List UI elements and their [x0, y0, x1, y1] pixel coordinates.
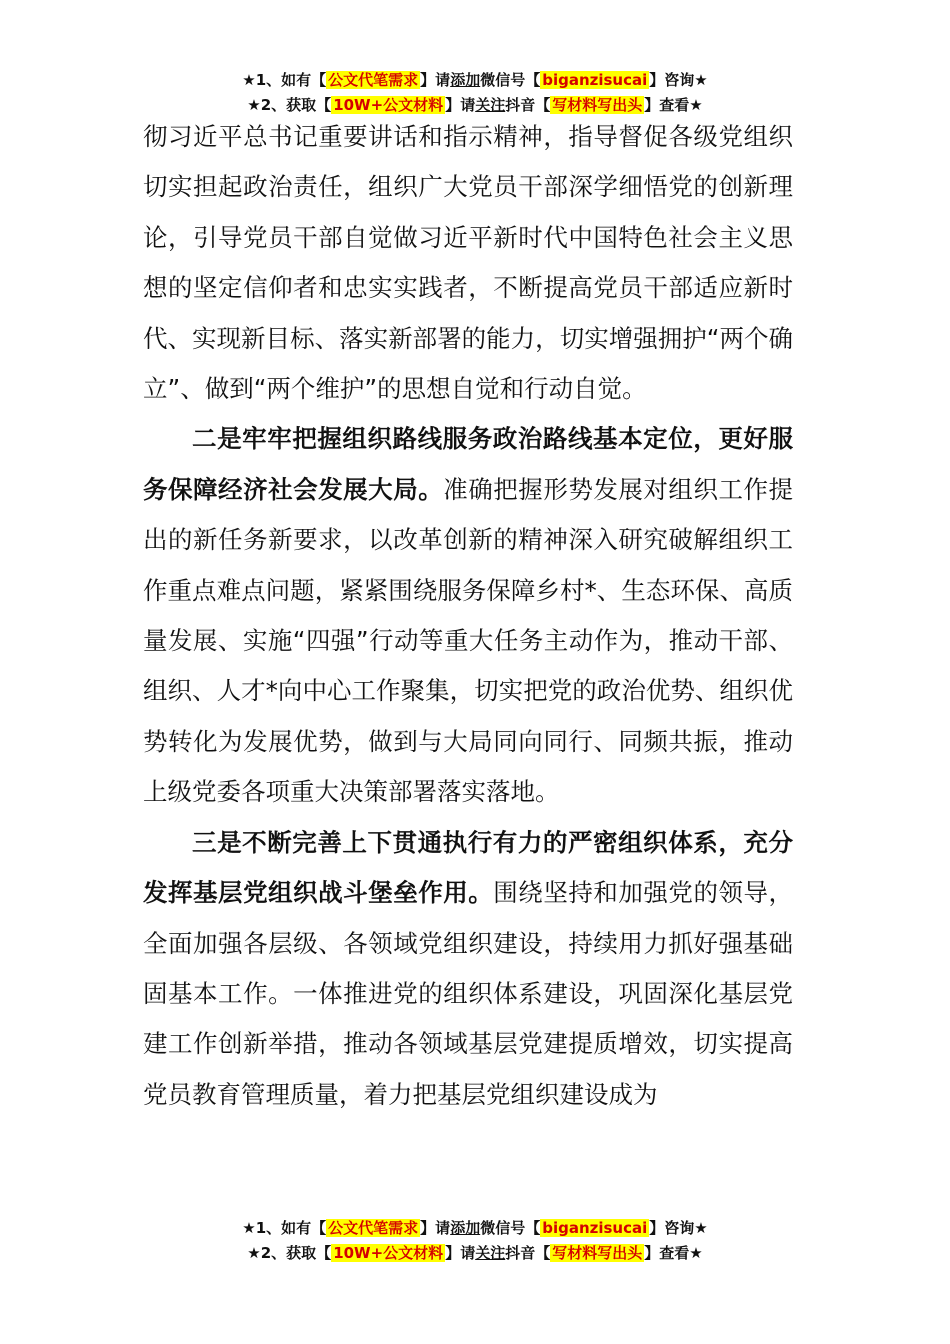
paragraph-2-text: 准确把握形势发展对组织工作提出的新任务新要求，以改革创新的精神深入研究破解组织工作重点难点问题，紧紧围绕服务保障乡村*、生态环保、高质量发展、实施“四强”行动等重大任务主动作为，推动干部、组织、人才*向中心工作聚集，切实把党的政治优势、组织优势转化为发展优势，做到与大局同向同行、同频共振，推动上级党委各项重大决策部署落实落地。	[143, 474, 794, 807]
banner-text: ★2、获取【	[247, 1244, 332, 1262]
banner-text: 】请	[445, 96, 476, 114]
banner-text: 】查看★	[644, 96, 703, 114]
banner-underline: 关注	[475, 1244, 506, 1262]
banner-text: 】咨询★	[649, 71, 708, 89]
document-body	[143, 112, 793, 1120]
banner-underline: 添加	[450, 1219, 481, 1237]
paragraph-2	[143, 414, 793, 817]
banner-highlight: 10W+公文材料	[333, 96, 444, 114]
banner-text: 】查看★	[644, 1244, 703, 1262]
banner-text: 抖音【	[505, 1244, 551, 1262]
banner-text: 】请	[445, 1244, 476, 1262]
paragraph-3-heading: 三是不断完善上下贯通执行有力的严密组织体系，充分发挥基层党组织战斗堡垒作用。	[143, 827, 793, 908]
banner-text: ★1、如有【	[242, 71, 327, 89]
banner-underline: 关注	[475, 96, 506, 114]
banner-highlight: biganzisucai	[542, 1219, 648, 1237]
banner-highlight: 公文代笔需求	[328, 1219, 419, 1237]
banner-line-1	[0, 1216, 950, 1241]
banner-highlight: 写材料写出头	[552, 1244, 643, 1262]
banner-line-2	[0, 1241, 950, 1266]
banner-highlight: biganzisucai	[542, 71, 648, 89]
paragraph-2-heading: 二是牢牢把握组织路线服务政治路线基本定位，更好服务保障经济社会发展大局。	[143, 424, 793, 504]
header-banner	[0, 68, 950, 118]
banner-text: 】请	[420, 71, 451, 89]
banner-text: 】咨询★	[649, 1219, 708, 1237]
banner-highlight: 10W+公文材料	[333, 1244, 444, 1262]
banner-highlight: 写材料写出头	[552, 96, 643, 114]
banner-text: ★1、如有【	[242, 1219, 327, 1237]
banner-underline: 添加	[450, 71, 481, 89]
banner-text: ★2、获取【	[247, 96, 332, 114]
banner-text: 微信号【	[480, 71, 541, 89]
paragraph-1: 彻习近平总书记重要讲话和指示精神，指导督促各级党组织切实担起政治责任，组织广大党员干部深学细悟党的创新理论，引导党员干部自觉做习近平新时代中国特色社会主义思想的坚定信仰者和忠实实践者，不断提高党员干部适应新时代、实现新目标、落实新部署的能力，切实增强拥护“两个确立”、做到“两个维护”的思想自觉和行动自觉。	[143, 122, 793, 404]
banner-text: 抖音【	[505, 96, 551, 114]
banner-text: 微信号【	[480, 1219, 541, 1237]
footer-banner	[0, 1216, 950, 1266]
banner-line-1	[0, 68, 950, 93]
paragraph-3	[143, 818, 793, 1120]
banner-highlight: 公文代笔需求	[328, 71, 419, 89]
banner-text: 】请	[420, 1219, 451, 1237]
paragraph-3-text: 围绕坚持和加强党的领导，全面加强各层级、各领域党组织建设，持续用力抓好强基础固基本工作。一体推进党的组织体系建设，巩固深化基层党建工作创新举措，推动各领域基层党建提质增效，切实提高党员教育管理质量，着力把基层党组织建设成为	[143, 878, 794, 1109]
